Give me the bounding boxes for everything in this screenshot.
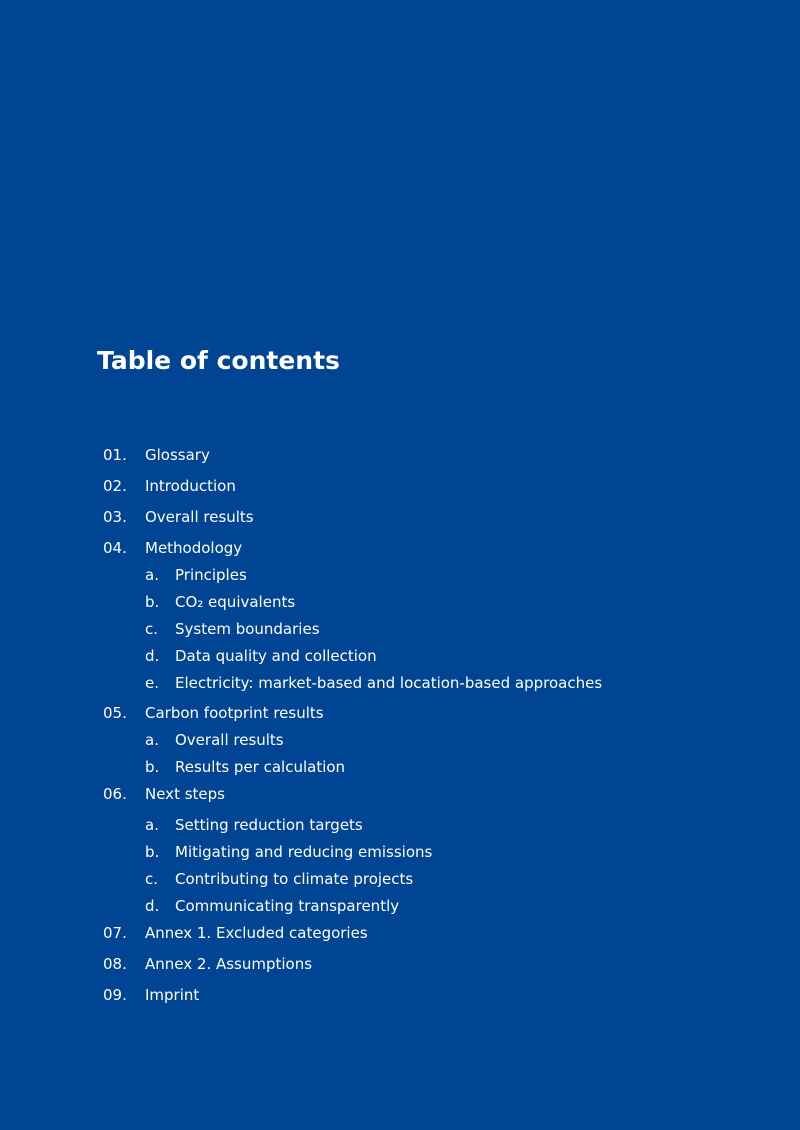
toc-letter: c. xyxy=(145,620,159,638)
toc-label: Imprint xyxy=(145,986,200,1004)
toc-number: 05. xyxy=(103,704,127,722)
toc-label: Communicating transparently xyxy=(175,897,400,915)
toc-label: Methodology xyxy=(145,539,243,557)
toc-label: Setting reduction targets xyxy=(175,816,363,834)
toc-item-glossary[interactable] xyxy=(103,444,703,466)
toc-number: 07. xyxy=(103,924,127,942)
toc-item-imprint[interactable] xyxy=(103,984,703,1006)
toc-item-methodology[interactable] xyxy=(103,537,703,559)
toc-subitem-results-per-calculation[interactable] xyxy=(145,756,705,778)
toc-subitem-climate-projects[interactable] xyxy=(145,868,705,890)
toc-letter: a. xyxy=(145,566,159,584)
toc-subitem-overall-results[interactable] xyxy=(145,729,705,751)
toc-letter: b. xyxy=(145,758,160,776)
toc-letter: c. xyxy=(145,870,159,888)
toc-item-overall-results[interactable] xyxy=(103,506,703,528)
toc-letter: b. xyxy=(145,843,160,861)
toc-label: Mitigating and reducing emissions xyxy=(175,843,433,861)
page-title: Table of contents xyxy=(97,346,340,375)
toc-label: Overall results xyxy=(145,508,254,526)
toc-label: Contributing to climate projects xyxy=(175,870,414,888)
toc-subitem-electricity[interactable] xyxy=(145,672,705,694)
toc-label: Glossary xyxy=(145,446,210,464)
toc-subitem-principles[interactable] xyxy=(145,564,705,586)
toc-label: Results per calculation xyxy=(175,758,346,776)
toc-label: Carbon footprint results xyxy=(145,704,324,722)
toc-item-annex-2[interactable] xyxy=(103,953,703,975)
toc-subitem-system-boundaries[interactable] xyxy=(145,618,705,640)
toc-letter: a. xyxy=(145,816,159,834)
toc-item-introduction[interactable] xyxy=(103,475,703,497)
toc-number: 03. xyxy=(103,508,127,526)
toc-item-carbon-footprint-results[interactable] xyxy=(103,702,703,724)
toc-letter: d. xyxy=(145,897,160,915)
toc-label: Next steps xyxy=(145,785,225,803)
toc-number: 06. xyxy=(103,785,127,803)
toc-label: Electricity: market-based and location-based approaches xyxy=(175,674,603,692)
toc-subitem-reduction-targets[interactable] xyxy=(145,814,705,836)
toc-number: 01. xyxy=(103,446,127,464)
toc-letter: e. xyxy=(145,674,159,692)
toc-number: 04. xyxy=(103,539,127,557)
toc-label: Principles xyxy=(175,566,247,584)
toc-letter: b. xyxy=(145,593,160,611)
toc-subitem-data-quality[interactable] xyxy=(145,645,705,667)
toc-subitem-co2-equivalents[interactable] xyxy=(145,591,705,613)
toc-label: Introduction xyxy=(145,477,236,495)
toc-label: Annex 1. Excluded categories xyxy=(145,924,368,942)
toc-label: Annex 2. Assumptions xyxy=(145,955,313,973)
toc-number: 09. xyxy=(103,986,127,1004)
toc-label: Data quality and collection xyxy=(175,647,377,665)
toc-number: 02. xyxy=(103,477,127,495)
toc-label: CO₂ equivalents xyxy=(175,593,296,611)
toc-letter: a. xyxy=(145,731,159,749)
toc-item-next-steps[interactable] xyxy=(103,783,703,805)
toc-subitem-mitigating-emissions[interactable] xyxy=(145,841,705,863)
toc-item-annex-1[interactable] xyxy=(103,922,703,944)
toc-label: System boundaries xyxy=(175,620,320,638)
toc-subitem-communicating[interactable] xyxy=(145,895,705,917)
toc-letter: d. xyxy=(145,647,160,665)
toc-label: Overall results xyxy=(175,731,284,749)
toc-number: 08. xyxy=(103,955,127,973)
